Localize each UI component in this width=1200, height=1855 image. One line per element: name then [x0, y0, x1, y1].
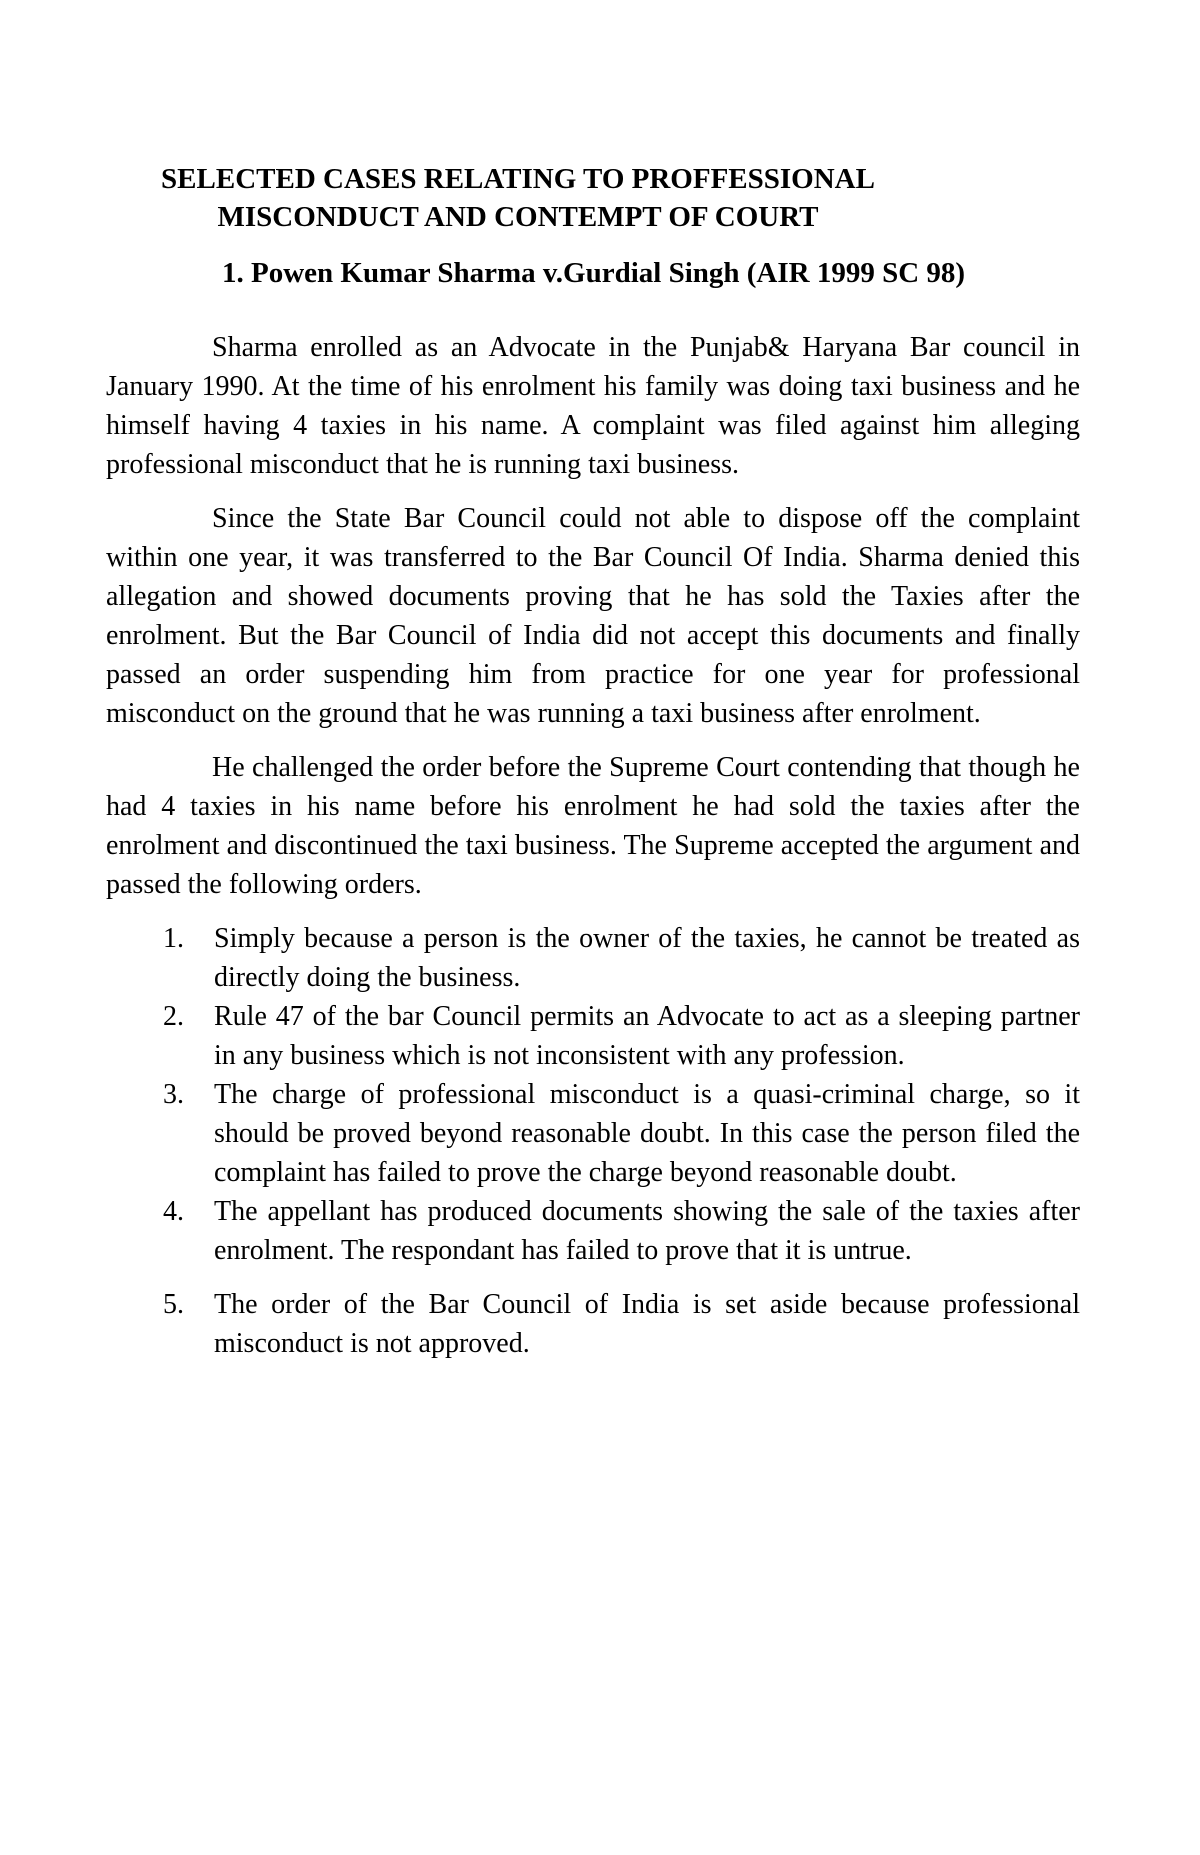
list-item-text: The charge of professional misconduct is a quasi-criminal charge, so it should be proved beyond reasonable doubt. In this case the person filed the complaint has failed to prove the charge beyond reasonable doubt.: [214, 1079, 1080, 1188]
orders-list: [106, 919, 1080, 1363]
list-item-number: 1.: [163, 923, 184, 954]
list-item: [106, 1285, 1080, 1363]
case-heading: 1. Powen Kumar Sharma v.Gurdial Singh (AIR 1999 SC 98): [222, 257, 966, 289]
document-page: [106, 160, 1080, 1363]
list-item: [106, 1075, 1080, 1192]
paragraph-appeal: He challenged the order before the Supreme Court contending that though he had 4 taxies in his name before his enrolment he had sold the taxies after the enrolment and discontinued the taxi business. The Supreme accepted the argument and passed the following orders.: [106, 752, 1080, 900]
list-item-text: Rule 47 of the bar Council permits an Advocate to act as a sleeping partner in any business which is not inconsistent with any profession.: [214, 1001, 1080, 1071]
list-item: [106, 919, 1080, 997]
paragraph-facts: Sharma enrolled as an Advocate in the Punjab& Haryana Bar council in January 1990. At the time of his enrolment his family was doing taxi business and he himself having 4 taxies in his name. A complaint was filed against him alleging professional misconduct that he is running taxi business.: [106, 332, 1080, 480]
list-item-text: Simply because a person is the owner of the taxies, he cannot be treated as directly doing the business.: [214, 923, 1080, 993]
paragraph-proceedings: Since the State Bar Council could not able to dispose off the complaint within one year, it was transferred to the Bar Council Of India. Sharma denied this allegation and showed documents proving that he has sold the Taxies after the enrolment. But the Bar Council of India did not accept this documents and finally passed an order suspending him from practice for one year for professional misconduct on the ground that he was running a taxi business after enrolment.: [106, 503, 1080, 729]
list-item: [106, 997, 1080, 1075]
list-item: [106, 1192, 1080, 1270]
title-line-1: SELECTED CASES RELATING TO PROFFESSIONAL: [161, 163, 875, 195]
list-item-number: 4.: [163, 1196, 184, 1227]
list-item-number: 2.: [163, 1001, 184, 1032]
document-title: [106, 160, 1080, 236]
list-item-text: The order of the Bar Council of India is set aside because professional misconduct is not approved.: [214, 1289, 1080, 1359]
title-line-2: MISCONDUCT AND CONTEMPT OF COURT: [217, 201, 819, 233]
list-item-number: 5.: [163, 1289, 184, 1320]
list-item-text: The appellant has produced documents showing the sale of the taxies after enrolment. The respondant has failed to prove that it is untrue.: [214, 1196, 1080, 1266]
list-item-number: 3.: [163, 1079, 184, 1110]
